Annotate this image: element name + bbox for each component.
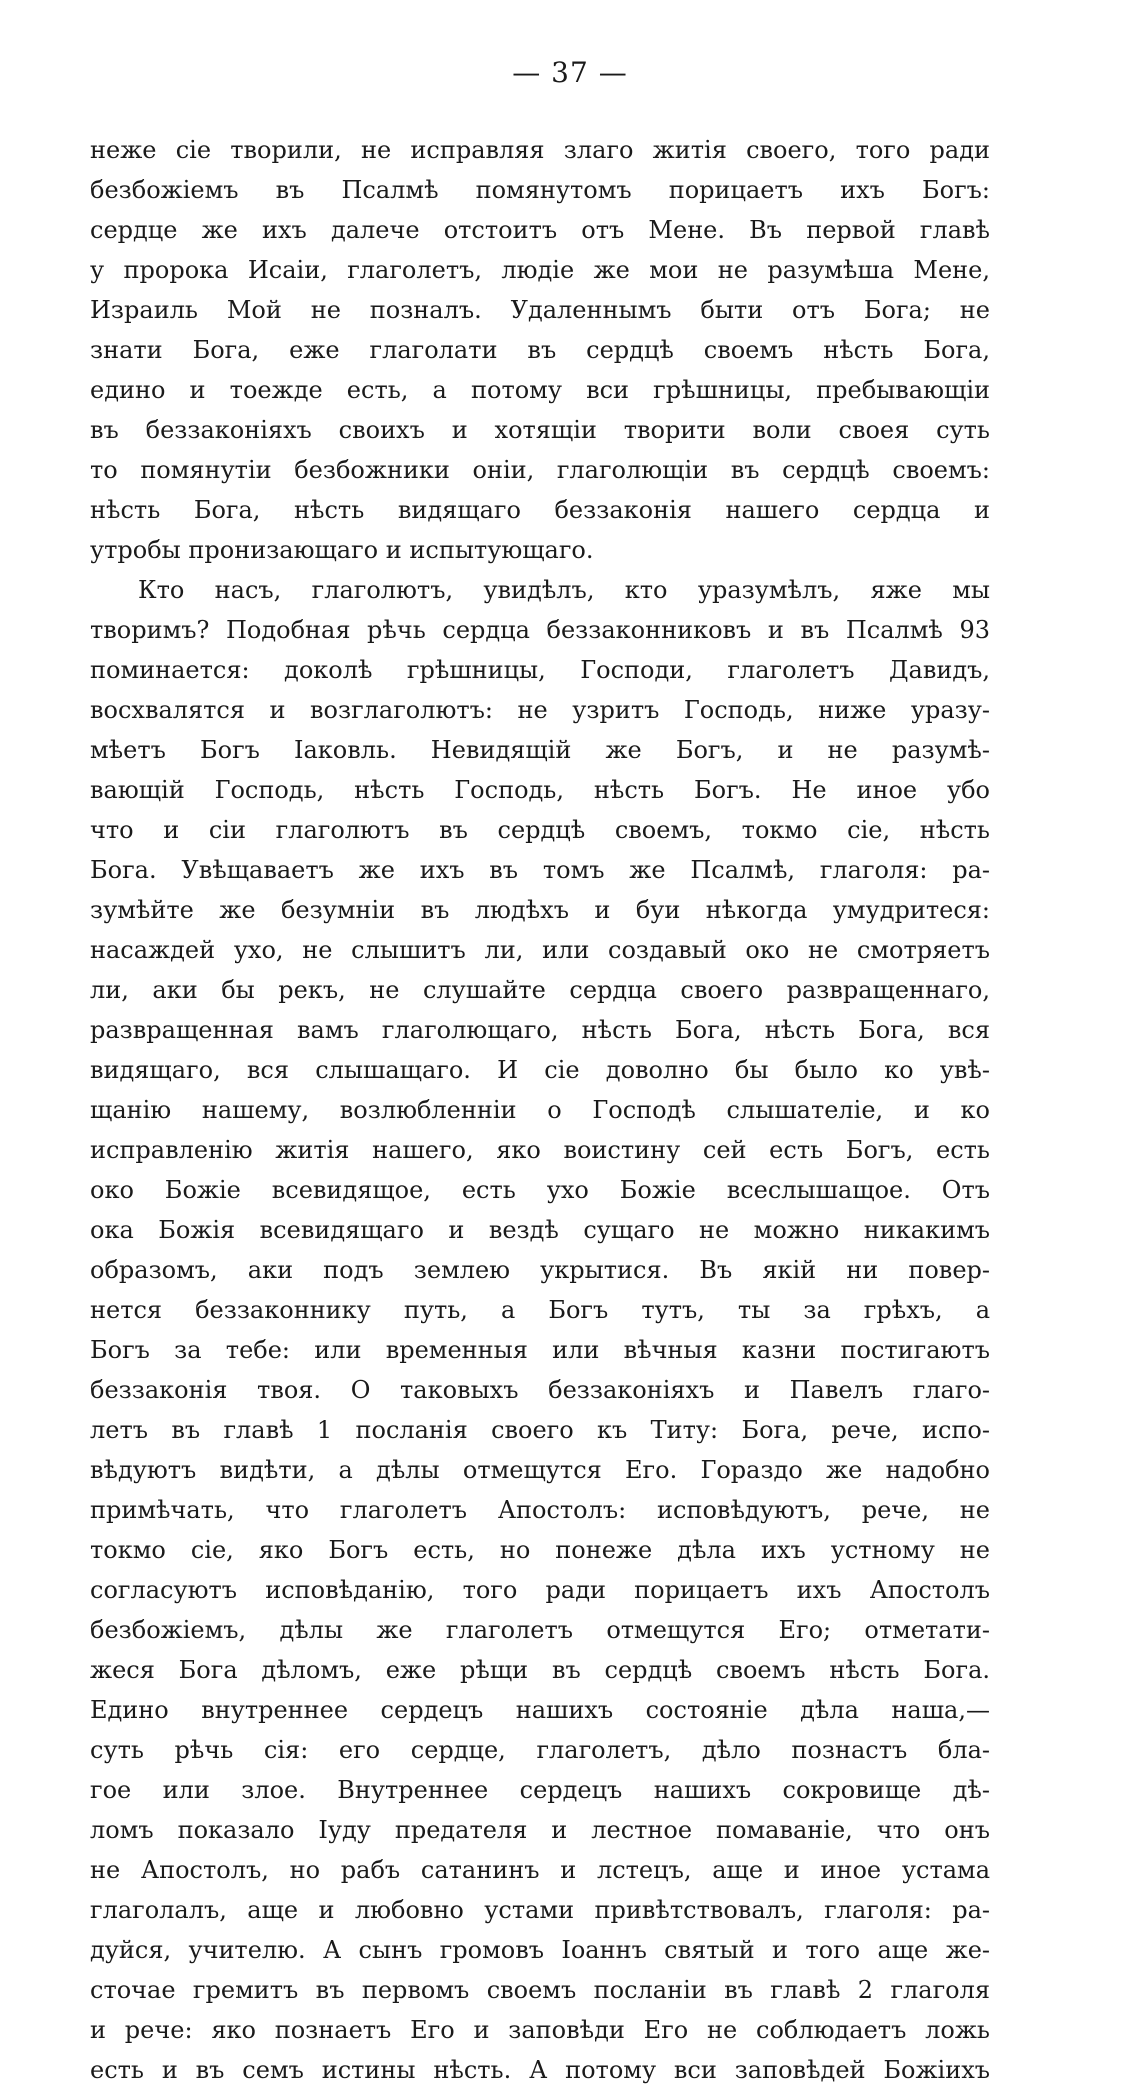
text-line: ломъ показало Іуду предателя и лестное помаваніе, что онъ <box>90 1816 990 1844</box>
text-line: вѣдуютъ видѣти, а дѣлы отмещутся Его. Гораздо же надобно <box>90 1456 990 1484</box>
text-line: утробы пронизающаго и испытующаго. <box>90 536 594 564</box>
text-line: глаголалъ, аще и любовно устами привѣтствовалъ, глаголя: ра- <box>90 1896 990 1924</box>
text-line: развращенная вамъ глаголющаго, нѣсть Бога, нѣсть Бога, вся <box>90 1016 990 1044</box>
text-line: безбожіемъ въ Псалмѣ помянутомъ порицаетъ ихъ Богъ: <box>90 176 990 204</box>
text-line: и рече: яко познаетъ Его и заповѣди Его не соблюдаетъ ложь <box>90 2016 990 2044</box>
text-line: гое или злое. Внутреннее сердецъ нашихъ сокровище дѣ- <box>90 1776 990 1804</box>
text-line: зумѣйте же безумніи въ людѣхъ и буи нѣкогда умудритеся: <box>90 896 990 924</box>
text-line: восхвалятся и возглаголютъ: не узритъ Господь, ниже уразу- <box>90 696 990 724</box>
text-line: щанію нашему, возлюбленніи о Господѣ слышателіе, и ко <box>90 1096 990 1124</box>
text-line: Богъ за тебе: или временныя или вѣчныя казни постигаютъ <box>90 1336 990 1364</box>
page-number: — 37 — <box>512 56 628 89</box>
text-line: не Апостолъ, но рабъ сатанинъ и лстецъ, аще и иное устама <box>90 1856 990 1884</box>
text-line: согласуютъ исповѣданію, того ради порицаетъ ихъ Апостолъ <box>90 1576 990 1604</box>
text-line: мѣетъ Богъ Іаковль. Невидящій же Богъ, и не разумѣ- <box>90 736 990 764</box>
text-line: Едино внутреннее сердецъ нашихъ состояніе дѣла наша,— <box>90 1696 990 1724</box>
text-line: вающій Господь, нѣсть Господь, нѣсть Богъ. Не иное убо <box>90 776 990 804</box>
text-line: то помянутіи безбожники оніи, глаголющіи въ сердцѣ своемъ: <box>90 456 990 484</box>
text-line: жеся Бога дѣломъ, еже рѣщи въ сердцѣ своемъ нѣсть Бога. <box>90 1656 990 1684</box>
text-line: неже сіе творили, не исправляя злаго житія своего, того ради <box>90 136 990 164</box>
text-line: насаждей ухо, не слышитъ ли, или создавый око не смотряетъ <box>90 936 990 964</box>
text-line: творимъ? Подобная рѣчь сердца беззаконниковъ и въ Псалмѣ 93 <box>90 616 990 644</box>
text-line: есть и въ семъ истины нѣсть. А потому вси заповѣдей Божіихъ <box>90 2056 990 2084</box>
text-line: Израиль Мой не позналъ. Удаленнымъ быти отъ Бога; не <box>90 296 990 324</box>
text-line: примѣчать, что глаголетъ Апостолъ: исповѣдуютъ, рече, не <box>90 1496 990 1524</box>
page-text <box>90 130 990 2090</box>
text-line: беззаконія твоя. О таковыхъ беззаконіяхъ и Павелъ глаго- <box>90 1376 990 1404</box>
text-line: сердце же ихъ далече отстоитъ отъ Мене. Въ первой главѣ <box>90 216 990 244</box>
text-line: око Божіе всевидящое, есть ухо Божіе всеслышащое. Отъ <box>90 1176 990 1204</box>
text-line: что и сіи глаголютъ въ сердцѣ своемъ, токмо сіе, нѣсть <box>90 816 990 844</box>
text-line: летъ въ главѣ 1 посланія своего къ Титу: Бога, рече, испо- <box>90 1416 990 1444</box>
text-line: ока Божія всевидящаго и вездѣ сущаго не можно никакимъ <box>90 1216 990 1244</box>
text-line: нѣсть Бога, нѣсть видящаго беззаконія нашего сердца и <box>90 496 990 524</box>
text-line: знати Бога, еже глаголати въ сердцѣ своемъ нѣсть Бога, <box>90 336 990 364</box>
text-line: у пророка Исаіи, глаголетъ, людіе же мои не разумѣша Мене, <box>90 256 990 284</box>
text-line: сточае гремитъ въ первомъ своемъ посланіи въ главѣ 2 глаголя <box>90 1976 990 2004</box>
text-line: поминается: доколѣ грѣшницы, Господи, глаголетъ Давидъ, <box>90 656 990 684</box>
text-line: безбожіемъ, дѣлы же глаголетъ отмещутся Его; отметати- <box>90 1616 990 1644</box>
text-line: дуйся, учителю. А сынъ громовъ Іоаннъ святый и того аще же- <box>90 1936 990 1964</box>
text-line: видящаго, вся слышащаго. И сіе доволно бы было ко увѣ- <box>90 1056 990 1084</box>
text-line: образомъ, аки подъ землею укрытися. Въ якій ни повер- <box>90 1256 990 1284</box>
text-line: едино и тоежде есть, а потому вси грѣшницы, пребывающіи <box>90 376 990 404</box>
text-line: токмо сіе, яко Богъ есть, но понеже дѣла ихъ устному не <box>90 1536 990 1564</box>
text-line: ли, аки бы рекъ, не слушайте сердца своего развращеннаго, <box>90 976 990 1004</box>
text-line: въ беззаконіяхъ своихъ и хотящіи творити воли своея суть <box>90 416 990 444</box>
text-line: Бога. Увѣщаваетъ же ихъ въ томъ же Псалмѣ, глаголя: ра- <box>90 856 990 884</box>
text-line: Кто насъ, глаголютъ, увидѣлъ, кто уразумѣлъ, яже мы <box>138 576 990 604</box>
text-line: суть рѣчь сія: его сердце, глаголетъ, дѣло познастъ бла- <box>90 1736 990 1764</box>
text-line: исправленію житія нашего, яко воистину сей есть Богъ, есть <box>90 1136 990 1164</box>
text-line: нется беззаконнику путь, а Богъ тутъ, ты за грѣхъ, а <box>90 1296 990 1324</box>
